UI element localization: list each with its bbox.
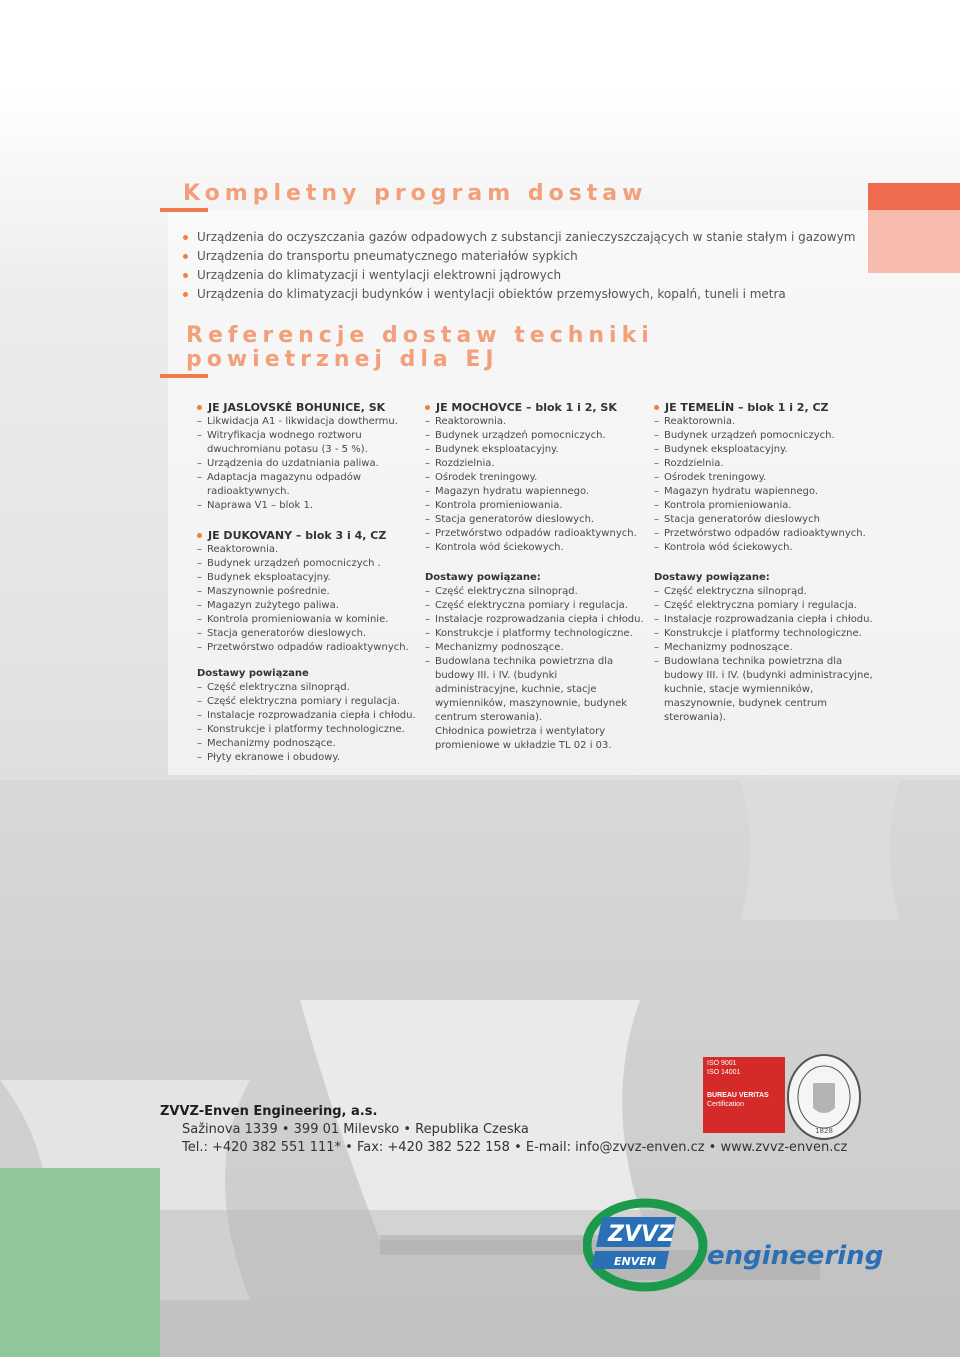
list-item: – Część elektryczna silnoprąd. [654, 585, 879, 599]
list-item: – Część elektryczna pomiary i regulacja. [197, 695, 422, 709]
list-item: – Kontrola promieniowania w kominie. [197, 613, 422, 627]
list-item: – Naprawa V1 – blok 1. [197, 499, 422, 513]
section-title-underline [160, 374, 208, 378]
list-item: – Urządzenia do uzdatniania paliwa. [197, 457, 422, 471]
list-item: – Magazyn zużytego paliwa. [197, 599, 422, 613]
certification-label: Certification [707, 1101, 744, 1108]
list-item: – Instalacje rozprowadzania ciepła i chłodu. [654, 613, 879, 627]
bureau-veritas-label: BUREAU VERITAS [707, 1092, 769, 1099]
list-item: – Budowlana technika powietrzna dla budowy III. i IV. (budynki administracyjne, kuchnie, stacje wymienników, maszynownie, budynek centrum sterowania). [654, 655, 876, 725]
list-item: – Likwidacja A1 - likwidacja dowthermu. [197, 415, 422, 429]
iso-14001-label: ISO 14001 [707, 1069, 741, 1076]
list-item: – Budynek urządzeń pomocniczych. [425, 429, 653, 443]
company-footer [160, 1103, 847, 1157]
list-item: – Kontrola promieniowania. [425, 499, 653, 513]
list-item: – Konstrukcje i platformy technologiczne. [197, 723, 422, 737]
list-item: – Ośrodek treningowy. [654, 471, 879, 485]
list-item: – Instalacje rozprowadzania ciepła i chłodu. [425, 613, 653, 627]
iso-9001-label: ISO 9001 [707, 1060, 737, 1067]
list-item: – Budynek eksploatacyjny. [654, 443, 879, 457]
list-item: – Maszynownie pośrednie. [197, 585, 422, 599]
list-item: – Reaktorownia. [197, 543, 422, 557]
list-item: – Stacja generatorów dieslowych. [197, 627, 422, 641]
list-item: – Mechanizmy podnoszące. [654, 641, 879, 655]
section-title-references-line1: Referencje dostaw techniki [186, 323, 654, 348]
list-item: – Część elektryczna silnoprąd. [425, 585, 653, 599]
company-contact: Tel.: +420 382 551 111* • Fax: +420 382 522 158 • E-mail: info@zvvz-enven.cz • www.zvvz-enven.cz [182, 1140, 848, 1155]
list-item: Urządzenia do klimatyzacji budynków i wentylacji obiektów przemysłowych, kopalń, tuneli i metra [183, 285, 855, 304]
seal-year-text: 1828 [815, 1127, 833, 1135]
plant-heading-temelin: JE TEMELÍN – blok 1 i 2, CZ [654, 401, 879, 415]
list-item: – Budynek eksploatacyjny. [197, 571, 422, 585]
list-item: – Konstrukcje i platformy technologiczne. [425, 627, 653, 641]
plant-heading-mochovce: JE MOCHOVCE – blok 1 i 2, SK [425, 401, 653, 415]
reference-column-temelin [654, 401, 879, 725]
logo-zvvz-text: ZVVZ [608, 1222, 674, 1247]
list-item: – Rozdzielnia. [425, 457, 653, 471]
list-item: – Budynek eksploatacyjny. [425, 443, 653, 457]
zvvz-enven-logo [583, 1195, 883, 1295]
list-item: – Część elektryczna silnoprąd. [197, 681, 422, 695]
list-item: – Instalacje rozprowadzania ciepła i chłodu. [197, 709, 422, 723]
list-item: – Stacja generatorów dieslowych. [425, 513, 653, 527]
section-title-references-line2: powietrznej dla EJ [186, 347, 499, 372]
list-item: – Kontrola promieniowania. [654, 499, 879, 513]
related-supplies-heading: Dostawy powiązane [197, 668, 309, 679]
list-item: – Ośrodek treningowy. [425, 471, 653, 485]
list-item: – Reaktorownia. [654, 415, 879, 429]
reference-column-bohunice-dukovany [197, 401, 422, 765]
related-supplies-heading: Dostawy powiązane: [654, 572, 770, 583]
list-item: – Przetwórstwo odpadów radioaktywnych. [425, 527, 653, 541]
list-item: – Konstrukcje i platformy technologiczne. [654, 627, 879, 641]
list-item: – Witryfikacja wodnego roztworu dwuchromianu potasu (3 - 5 %). [197, 429, 422, 457]
list-item: – Przetwórstwo odpadów radioaktywnych. [654, 527, 879, 541]
company-address: Sažinova 1339 • 399 01 Milevsko • Republika Czeska [182, 1122, 529, 1137]
list-item: – Mechanizmy podnoszące. [425, 641, 653, 655]
reference-column-mochovce [425, 401, 653, 753]
list-item: – Kontrola wód ściekowych. [654, 541, 879, 555]
list-item: Urządzenia do oczyszczania gazów odpadowych z substancji zanieczyszczających w stanie stałym i gazowym [183, 228, 855, 247]
zvvz-swoosh-icon [583, 1195, 723, 1295]
logo-enven-text: ENVEN [614, 1255, 656, 1268]
list-item: – Stacja generatorów dieslowych [654, 513, 879, 527]
list-item: – Reaktorownia. [425, 415, 653, 429]
list-item: – Kontrola wód ściekowych. [425, 541, 653, 555]
list-item: – Magazyn hydratu wapiennego. [425, 485, 653, 499]
program-bullet-list [183, 228, 855, 304]
list-item: – Magazyn hydratu wapiennego. [654, 485, 879, 499]
related-supplies-heading: Dostawy powiązane: [425, 572, 541, 583]
list-item: – Mechanizmy podnoszące. [197, 737, 422, 751]
company-name: ZVVZ-Enven Engineering, a.s. [160, 1104, 378, 1119]
list-item: Urządzenia do transportu pneumatycznego materiałów sypkich [183, 247, 855, 266]
section-title-underline [160, 208, 208, 212]
list-item: – Część elektryczna pomiary i regulacja. [654, 599, 879, 613]
list-item: – Budynek urządzeń pomocniczych. [654, 429, 879, 443]
list-item: – Adaptacja magazynu odpadów radioaktywnych. [197, 471, 422, 499]
section-title-program: Kompletny program dostaw [183, 181, 648, 206]
list-item: – Część elektryczna pomiary i regulacja. [425, 599, 653, 613]
plant-heading-bohunice: JE JASLOVSKÉ BOHUNICE, SK [197, 401, 422, 415]
list-item: – Rozdzielnia. [654, 457, 879, 471]
green-accent-panel [0, 1168, 160, 1357]
list-item: – Budowlana technika powietrzna dla budowy III. i IV. (budynki administracyjne, kuchnie, stacje wymienników, maszynownie, budynek centrum sterowania). [425, 655, 635, 725]
list-item: – Płyty ekranowe i obudowy. [197, 751, 422, 765]
plant-heading-dukovany: JE DUKOVANY – blok 3 i 4, CZ [197, 529, 422, 543]
cooler-note: Chłodnica powietrza i wentylatory promieniowe w układzie TL 02 i 03. [435, 726, 612, 751]
list-item: – Przetwórstwo odpadów radioaktywnych. [197, 641, 422, 655]
logo-engineering-text: engineering [707, 1241, 884, 1271]
list-item: – Budynek urządzeń pomocniczych . [197, 557, 422, 571]
list-item: Urządzenia do klimatyzacji i wentylacji elektrowni jądrowych [183, 266, 855, 285]
